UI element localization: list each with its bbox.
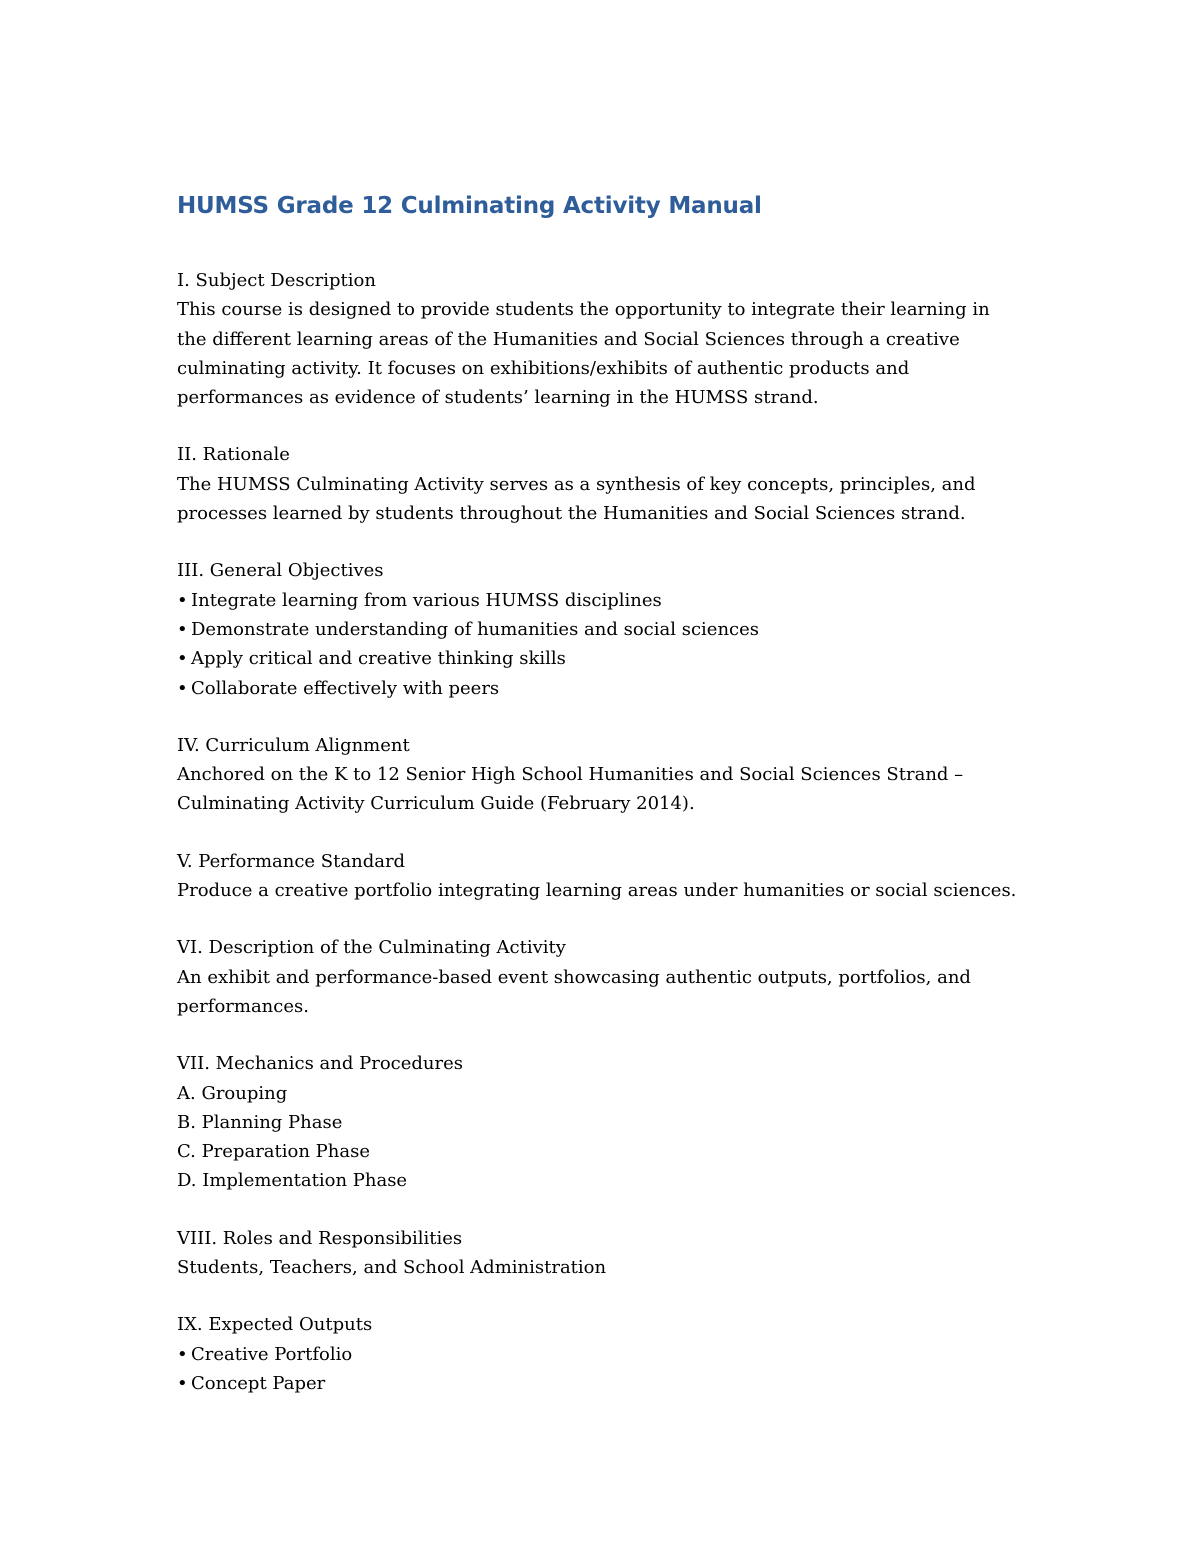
section-heading: III. General Objectives bbox=[177, 560, 384, 582]
procedure-item: D. Implementation Phase bbox=[177, 1170, 408, 1192]
bullet-icon: • bbox=[177, 677, 188, 699]
list-item-text: Creative Portfolio bbox=[191, 1343, 353, 1365]
section-heading: II. Rationale bbox=[177, 444, 290, 466]
section-heading: VII. Mechanics and Procedures bbox=[177, 1053, 464, 1075]
paragraph-line: the different learning areas of the Humanities and Social Sciences through a creative bbox=[177, 328, 960, 350]
list-item bbox=[177, 1340, 1037, 1369]
paragraph-line: processes learned by students throughout the Humanities and Social Sciences strand. bbox=[177, 503, 966, 525]
list-item-text: Collaborate effectively with peers bbox=[191, 677, 500, 699]
bullet-icon: • bbox=[177, 1372, 188, 1394]
section-roles bbox=[177, 1224, 1037, 1283]
paragraph-line: Culminating Activity Curriculum Guide (February 2014). bbox=[177, 793, 695, 815]
section-curriculum-alignment bbox=[177, 731, 1037, 819]
paragraph-line: An exhibit and performance-based event showcasing authentic outputs, portfolios, and bbox=[177, 966, 971, 988]
section-rationale bbox=[177, 440, 1037, 528]
bullet-icon: • bbox=[177, 618, 188, 640]
bullet-icon: • bbox=[177, 648, 188, 670]
section-heading: I. Subject Description bbox=[177, 270, 376, 291]
section-heading: V. Performance Standard bbox=[177, 850, 406, 872]
bullet-icon: • bbox=[177, 1343, 188, 1365]
list-item bbox=[177, 1369, 1037, 1398]
section-heading: VIII. Roles and Responsibilities bbox=[177, 1227, 463, 1249]
paragraph-line: performances. bbox=[177, 995, 309, 1017]
section-subject-description bbox=[177, 266, 1037, 412]
procedure-item: C. Preparation Phase bbox=[177, 1141, 370, 1163]
document-body bbox=[177, 186, 1037, 1426]
paragraph-line: This course is designed to provide students the opportunity to integrate their learning in bbox=[177, 299, 990, 321]
paragraph-line: Anchored on the K to 12 Senior High School Humanities and Social Sciences Strand – bbox=[177, 764, 964, 786]
paragraph-line: The HUMSS Culminating Activity serves as a synthesis of key concepts, principles, and bbox=[177, 473, 976, 495]
paragraph-line: Students, Teachers, and School Administration bbox=[177, 1257, 607, 1279]
section-heading: IX. Expected Outputs bbox=[177, 1314, 373, 1336]
paragraph-line: performances as evidence of students’ learning in the HUMSS strand. bbox=[177, 387, 819, 409]
procedure-item: A. Grouping bbox=[177, 1082, 288, 1104]
section-mechanics bbox=[177, 1049, 1037, 1195]
paragraph-line: Produce a creative portfolio integrating learning areas under humanities or social sciences. bbox=[177, 880, 1017, 902]
section-performance-standard bbox=[177, 847, 1037, 906]
list-item-text: Integrate learning from various HUMSS disciplines bbox=[191, 589, 662, 611]
section-heading: VI. Description of the Culminating Activity bbox=[177, 937, 566, 959]
section-expected-outputs bbox=[177, 1310, 1037, 1398]
list-item-text: Concept Paper bbox=[191, 1372, 326, 1394]
list-item bbox=[177, 674, 1037, 703]
procedure-item: B. Planning Phase bbox=[177, 1111, 343, 1133]
list-item bbox=[177, 586, 1037, 615]
list-item bbox=[177, 644, 1037, 673]
document-title: HUMSS Grade 12 Culminating Activity Manual bbox=[177, 193, 762, 219]
section-activity-description bbox=[177, 933, 1037, 1021]
section-heading: IV. Curriculum Alignment bbox=[177, 734, 410, 756]
paragraph-line: culminating activity. It focuses on exhibitions/exhibits of authentic products and bbox=[177, 357, 910, 379]
list-item-text: Apply critical and creative thinking skills bbox=[191, 648, 566, 670]
section-general-objectives bbox=[177, 556, 1037, 702]
list-item-text: Demonstrate understanding of humanities and social sciences bbox=[191, 618, 760, 640]
bullet-icon: • bbox=[177, 589, 188, 611]
list-item bbox=[177, 615, 1037, 644]
